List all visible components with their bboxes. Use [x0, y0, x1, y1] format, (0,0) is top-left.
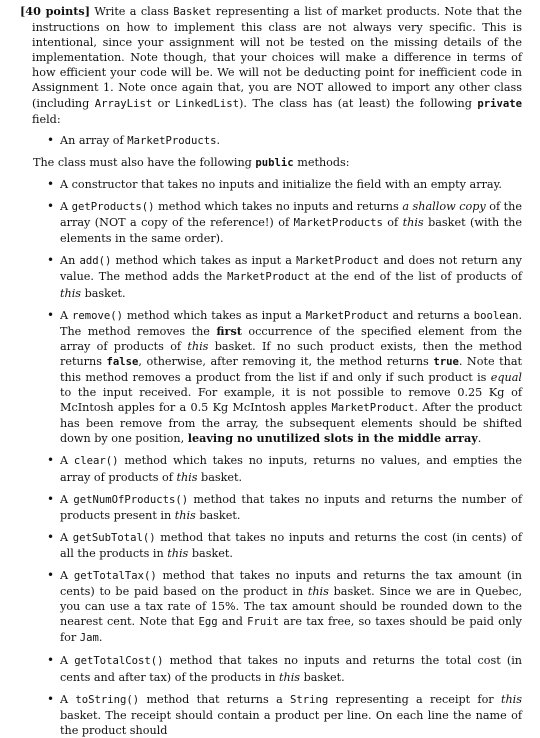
field-list	[0, 133, 540, 149]
list-item: • A constructor that takes no inputs and initialize the field with an empty array.	[0, 177, 540, 192]
list-item: • A getProducts() method which takes no inputs and returns a shallow copy of the array (NOT a copy of the reference!) of MarketProducts of this basket (with the elements in the same order).	[0, 199, 540, 246]
list-item: • A remove() method which takes as input a MarketProduct and returns a boolean. The method removes the first occurrence of the specified element from the array of products of this basket. If no such product exists, then the method returns false, otherwise, after removing it, the method returns true. Note that this method removes a product from the list if and only if such product is equal to the input received. For example, it is not possible to remove 0.25 Kg of McIntosh apples for a 0.5 Kg McIntosh apples MarketProduct. After the product has been remove from the array, the subsequent elements should be shifted down by one position, leaving no unutilized slots in the middle array.	[0, 308, 540, 447]
code-arraylist: ArrayList	[94, 97, 153, 110]
list-item: • A getNumOfProducts() method that takes no inputs and returns the number of products present in this basket.	[0, 492, 540, 523]
code-basket: Basket	[173, 6, 212, 18]
list-item: • An add() method which takes as input a MarketProduct and does not return any value. The method adds the MarketProduct at the end of the list of products of this basket.	[0, 253, 540, 300]
assignment-page	[0, 4, 540, 738]
code-private: private	[477, 97, 523, 110]
points-label: [40 points]	[20, 4, 91, 18]
methods-intro-paragraph: The class must also have the following public methods:	[33, 155, 350, 169]
method-list	[0, 177, 540, 738]
code-linkedlist: LinkedList	[175, 97, 240, 110]
list-item: • A getTotalCost() method that takes no inputs and returns the total cost (in cents and after tax) of the products in this basket.	[0, 653, 540, 684]
intro-paragraph: [40 points] Write a class Basket representing a list of market products. Note that the instructions on how to implement this class are not always very specific. This is intentional, since your assignment will not be tested on the missing details of the implementation. Note though, that your choices will make a difference in terms of how efficient your code will be. We will not be deducting point for inefficient code in Assignment 1. Note once again that, you are NOT allowed to import any other class (including ArrayList or LinkedList). The class has (at least) the following private field:	[20, 4, 523, 126]
list-item: • A clear() method which takes no inputs, returns no values, and empties the array of products of this basket.	[0, 453, 540, 484]
list-item: • A getSubTotal() method that takes no inputs and returns the cost (in cents) of all the products in this basket.	[0, 530, 540, 561]
list-item: • An array of MarketProducts.	[0, 133, 540, 149]
list-item: • A getTotalTax() method that takes no inputs and returns the tax amount (in cents) to be paid based on the product in this basket. Since we are in Quebec, you can use a tax rate of 15%. The tax amount should be rounded down to the nearest cent. Note that Egg and Fruit are tax free, so taxes should be paid only for Jam.	[0, 568, 540, 646]
list-item: • A toString() method that returns a String representing a receipt for this basket. The receipt should contain a product per line. On each line the name of the product should	[0, 692, 540, 738]
